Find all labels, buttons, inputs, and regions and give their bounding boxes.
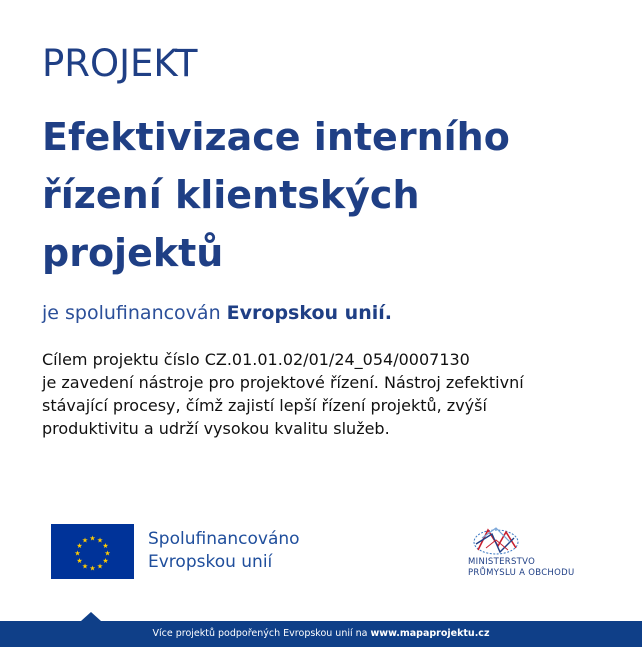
svg-text:★: ★ <box>81 562 89 571</box>
description-line: stávající procesy, čímž zajistí lepší řízení projektů, zvýší <box>42 396 487 415</box>
svg-text:★: ★ <box>74 549 81 558</box>
cofinancing-eu: Evropskou unií. <box>226 302 392 324</box>
eu-flag-icon <box>51 524 134 579</box>
eu-stars <box>51 524 134 579</box>
mpo-label-line: PRŮMYSLU A OBCHODU <box>468 568 575 578</box>
eu-label-line: Evropskou unií <box>148 552 273 572</box>
footer-link[interactable]: www.mapaprojektu.cz <box>370 628 490 639</box>
mpo-logo-icon <box>470 524 522 558</box>
description-line: Cílem projektu číslo CZ.01.01.02/01/24_054/0007130 <box>42 350 470 369</box>
svg-text:★: ★ <box>89 564 96 573</box>
footer-notch <box>81 612 101 621</box>
project-title-line: Efektivizace interního <box>42 115 510 159</box>
svg-text:★: ★ <box>76 557 83 565</box>
footer-bar <box>0 621 642 647</box>
svg-text:★: ★ <box>76 542 83 550</box>
project-description <box>42 348 622 440</box>
project-kicker: PROJEKT <box>42 42 198 85</box>
project-title-line: řízení klientských <box>42 173 420 217</box>
svg-text:★: ★ <box>89 534 96 543</box>
eu-cofinanced-label <box>148 528 300 574</box>
svg-text:★: ★ <box>102 542 109 550</box>
project-title-line: projektů <box>42 231 224 275</box>
description-line: je zavedení nástroje pro projektové řízení. Nástroj zefektivní <box>42 373 524 392</box>
cofinancing-statement <box>42 302 392 324</box>
svg-text:★: ★ <box>81 536 89 545</box>
project-title <box>42 108 622 282</box>
svg-text:★: ★ <box>102 557 109 565</box>
svg-text:★: ★ <box>96 562 104 571</box>
footer-text: Více projektů podpořených Evropskou unií na <box>152 628 371 639</box>
description-line: produktivitu a udrží vysokou kvalitu služeb. <box>42 419 390 438</box>
svg-text:★: ★ <box>104 549 111 558</box>
mpo-label <box>468 557 574 579</box>
svg-text:★: ★ <box>96 536 104 545</box>
cofinancing-prefix: je spolufinancován <box>42 302 227 324</box>
eu-label-line: Spolufinancováno <box>148 529 300 549</box>
mpo-label-line: MINISTERSTVO <box>468 557 536 567</box>
